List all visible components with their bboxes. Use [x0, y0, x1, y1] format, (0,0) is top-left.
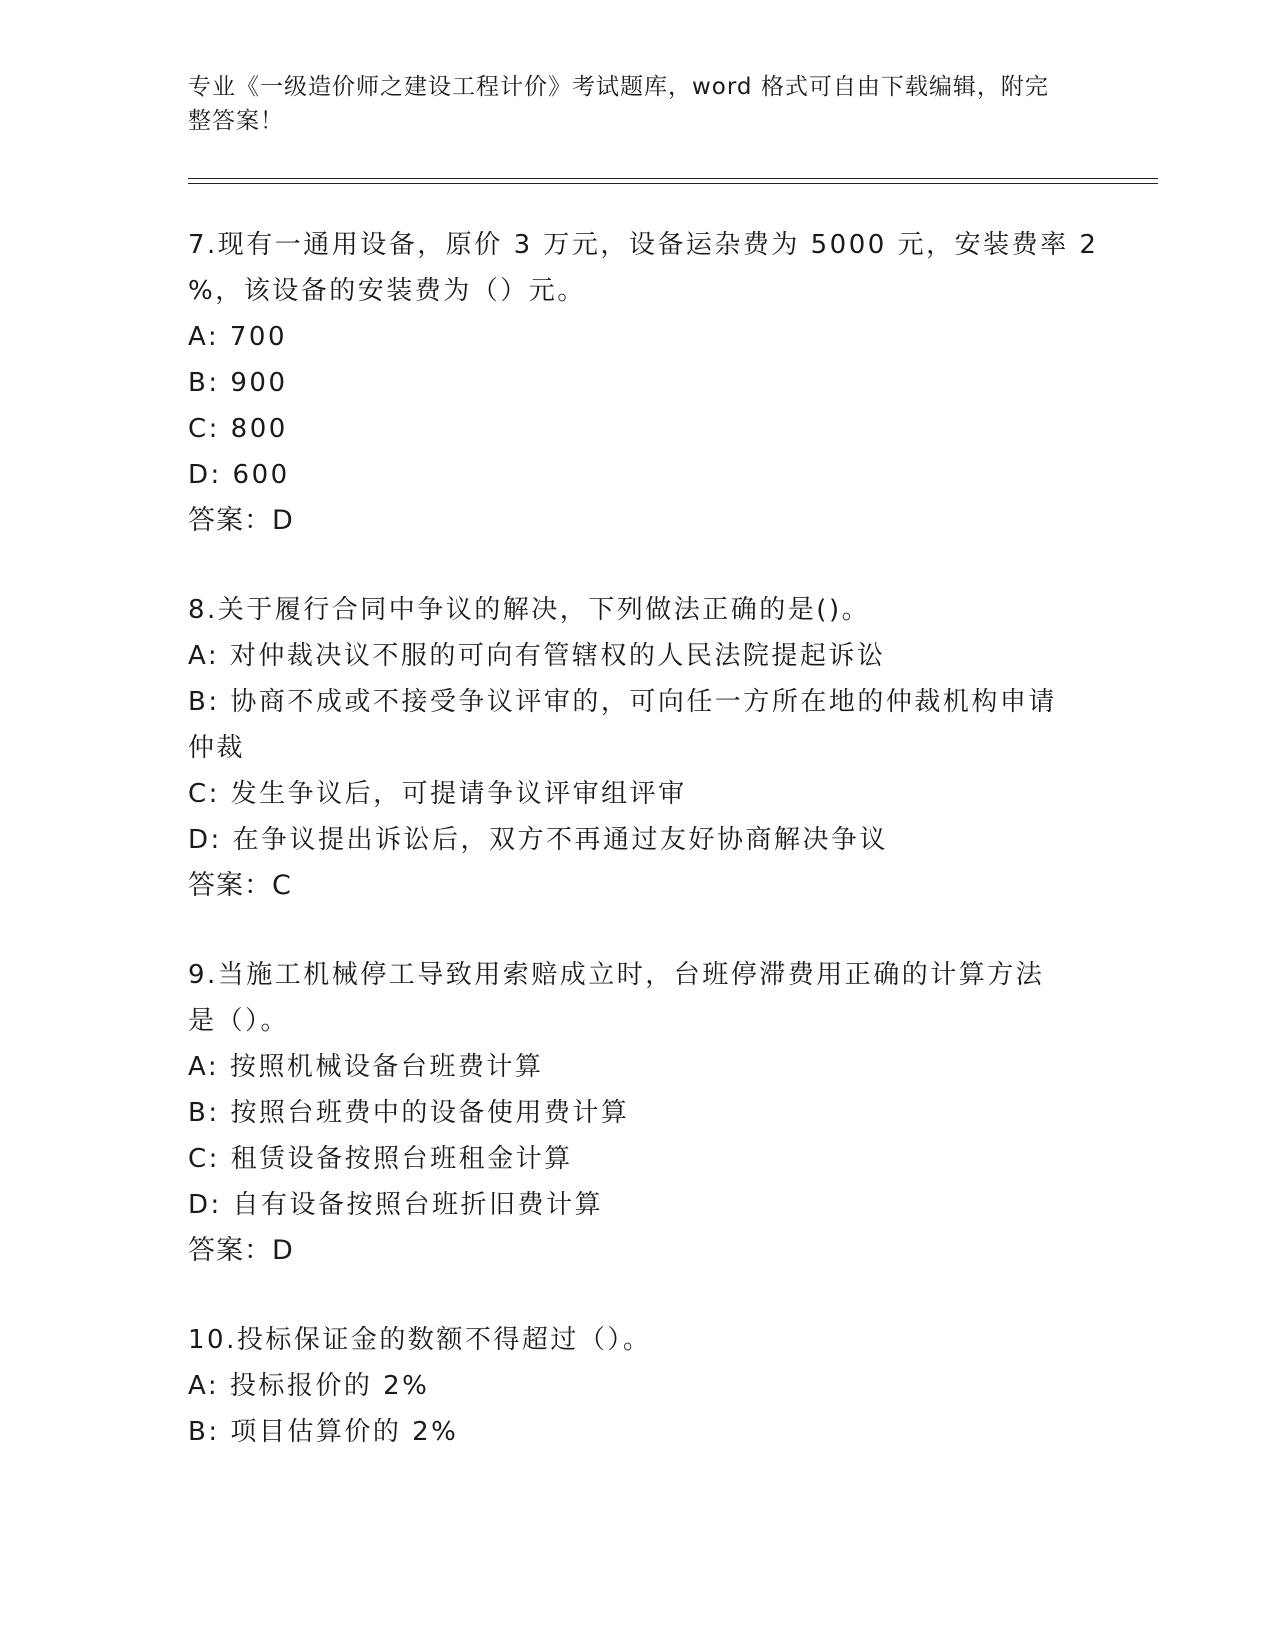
option-a: A: 对仲裁决议不服的可向有管辖权的人民法院提起诉讼 — [188, 641, 886, 671]
option-a: A: 700 — [188, 322, 287, 352]
option-a: A: 按照机械设备台班费计算 — [188, 1052, 544, 1082]
option-b: B: 协商不成或不接受争议评审的，可向任一方所在地的仲裁机构申请 — [188, 687, 1057, 717]
document-header — [188, 70, 1088, 138]
option-c: C: 800 — [188, 414, 288, 444]
answer: 答案：C — [188, 870, 292, 901]
option-d: D: 600 — [188, 460, 290, 490]
question-7 — [188, 222, 1099, 544]
option-a: A: 投标报价的 2% — [188, 1371, 430, 1401]
question-stem: 9.当施工机械停工导致用索赔成立时，台班停滞费用正确的计算方法 — [188, 960, 1045, 990]
option-c: C: 发生争议后，可提请争议评审组评审 — [188, 779, 687, 809]
header-divider-bottom — [188, 183, 1158, 184]
question-8 — [188, 587, 1088, 909]
question-stem: 是（）。 — [188, 1006, 290, 1036]
question-9 — [188, 952, 1088, 1274]
answer: 答案：D — [188, 505, 294, 536]
option-d: D: 在争议提出诉讼后，双方不再通过友好协商解决争议 — [188, 825, 889, 855]
question-stem: 8.关于履行合同中争议的解决，下列做法正确的是()。 — [188, 595, 871, 625]
option-c: C: 租赁设备按照台班租金计算 — [188, 1144, 573, 1174]
option-b-continued: 仲裁 — [188, 733, 246, 763]
answer: 答案：D — [188, 1235, 294, 1266]
question-stem: 7.现有一通用设备，原价 3 万元，设备运杂费为 5000 元，安装费率 2 — [188, 230, 1099, 260]
header-line-2: 整答案！ — [188, 108, 284, 134]
option-b: B: 项目估算价的 2% — [188, 1417, 459, 1447]
header-line-1: 专业《一级造价师之建设工程计价》考试题库，word 格式可自由下载编辑，附完 — [188, 74, 1049, 100]
question-stem: %，该设备的安装费为（）元。 — [188, 276, 586, 306]
question-10 — [188, 1317, 1088, 1455]
header-divider-top — [188, 178, 1158, 179]
option-b: B: 按照台班费中的设备使用费计算 — [188, 1098, 630, 1128]
option-d: D: 自有设备按照台班折旧费计算 — [188, 1190, 604, 1220]
option-b: B: 900 — [188, 368, 288, 398]
question-stem: 10.投标保证金的数额不得超过（）。 — [188, 1325, 652, 1355]
